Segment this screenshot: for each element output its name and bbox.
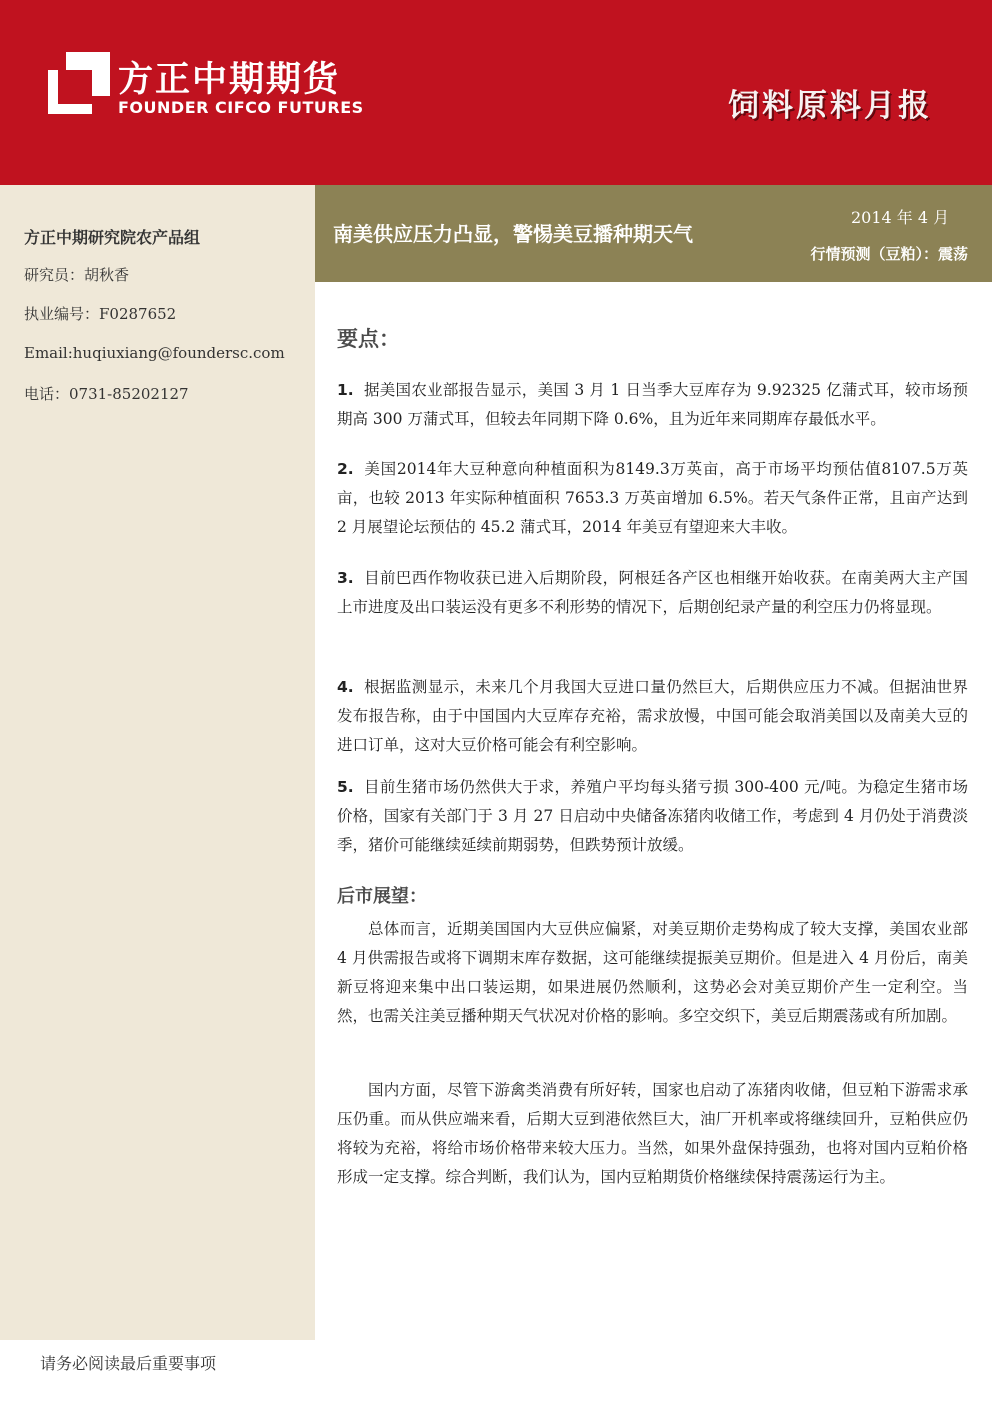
key-point-3 [337, 564, 968, 622]
key-point-text: 目前生猪市场仍然供大于求，养殖户平均每头猪亏损 300-400 元/吨。为稳定生猪市场价格，国家有关部门于 3 月 27 日启动中央储备冻猪肉收储工作，考虑到 4 月仍处于消费淡季，猪价可能继续延续前期弱势，但跌势预计放缓。 [337, 778, 968, 854]
market-forecast: 行情预测（豆粕）：震荡 [810, 245, 968, 263]
report-title: 南美供应压力凸显，警惕美豆播种期天气 [333, 222, 693, 246]
key-point-number: 2. [337, 460, 354, 478]
key-point-2 [337, 455, 968, 542]
key-point-text: 目前巴西作物收获已进入后期阶段，阿根廷各产区也相继开始收获。在南美两大主产国上市进度及出口装运没有更多不利形势的情况下，后期创纪录产量的利空压力仍将显现。 [337, 569, 968, 616]
key-point-5 [337, 773, 968, 860]
key-point-1 [337, 376, 968, 434]
title-band [315, 185, 992, 282]
outlook-paragraph-2 [337, 1076, 968, 1192]
outlook-text: 总体而言，近期美国国内大豆供应偏紧，对美豆期价走势构成了较大支撑，美国农业部 4 月供需报告或将下调期末库存数据，这可能继续提振美豆期价。但是进入 4 月份后，南美新豆将迎来集中出口装运期，如果进展仍然顺利，这势必会对美豆期价产生一定利空。当然，也需关注美豆播种期天气状况对价格的影响。多空交织下，美豆后期震荡或有所加剧。 [337, 920, 968, 1025]
key-point-number: 3. [337, 569, 354, 587]
research-group: 方正中期研究院农产品组 [24, 228, 201, 247]
report-type-title: 饲料原料月报 [728, 88, 932, 124]
key-point-text: 根据监测显示，未来几个月我国大豆进口量仍然巨大，后期供应压力不减。但据油世界发布报告称，由于中国国内大豆库存充裕，需求放慢，中国可能会取消美国以及南美大豆的进口订单，这对大豆价格可能会有利空影响。 [337, 678, 968, 754]
key-point-text: 据美国农业部报告显示，美国 3 月 1 日当季大豆库存为 9.92325 亿蒲式耳，较市场预期高 300 万蒲式耳，但较去年同期下降 0.6%，且为近年来同期库存最低水平。 [337, 381, 968, 428]
researcher-name: 研究员：胡秋香 [24, 266, 130, 284]
key-points-heading: 要点： [337, 327, 400, 351]
brand-name-en: FOUNDER CIFCO FUTURES [118, 98, 364, 117]
key-point-number: 4. [337, 678, 354, 696]
email-contact[interactable]: Email:huqiuxiang@foundersc.com [24, 344, 285, 362]
logo-mark-icon [48, 52, 110, 114]
key-point-number: 1. [337, 381, 354, 399]
key-point-text: 美国2014年大豆种意向种植面积为8149.3万英亩，高于市场平均预估值8107.5万英亩，也较 2013 年实际种植面积 7653.3 万英亩增加 6.5%。若天气条件正常，且亩产达到 2 月展望论坛预估的 45.2 蒲式耳，2014 年美豆有望迎来大丰收。 [337, 460, 968, 536]
brand-name-cn: 方正中期期货 [118, 60, 341, 100]
report-header [0, 0, 992, 185]
sidebar [0, 185, 315, 1340]
outlook-heading: 后市展望： [337, 886, 427, 907]
key-point-4 [337, 673, 968, 760]
phone-contact: 电话：0731-85202127 [24, 385, 189, 403]
license-number: 执业编号：F0287652 [24, 305, 177, 323]
key-point-number: 5. [337, 778, 354, 796]
outlook-text: 国内方面，尽管下游禽类消费有所好转，国家也启动了冻猪肉收储，但豆粕下游需求承压仍重。而从供应端来看，后期大豆到港依然巨大，油厂开机率或将继续回升，豆粕供应仍将较为充裕，将给市场价格带来较大压力。当然，如果外盘保持强劲，也将对国内豆粕价格形成一定支撑。综合判断，我们认为，国内豆粕期货价格继续保持震荡运行为主。 [337, 1081, 968, 1186]
outlook-paragraph-1 [337, 915, 968, 1031]
report-date: 2014 年 4 月 [851, 208, 950, 227]
footer-disclaimer-note: 请务必阅读最后重要事项 [40, 1354, 217, 1373]
